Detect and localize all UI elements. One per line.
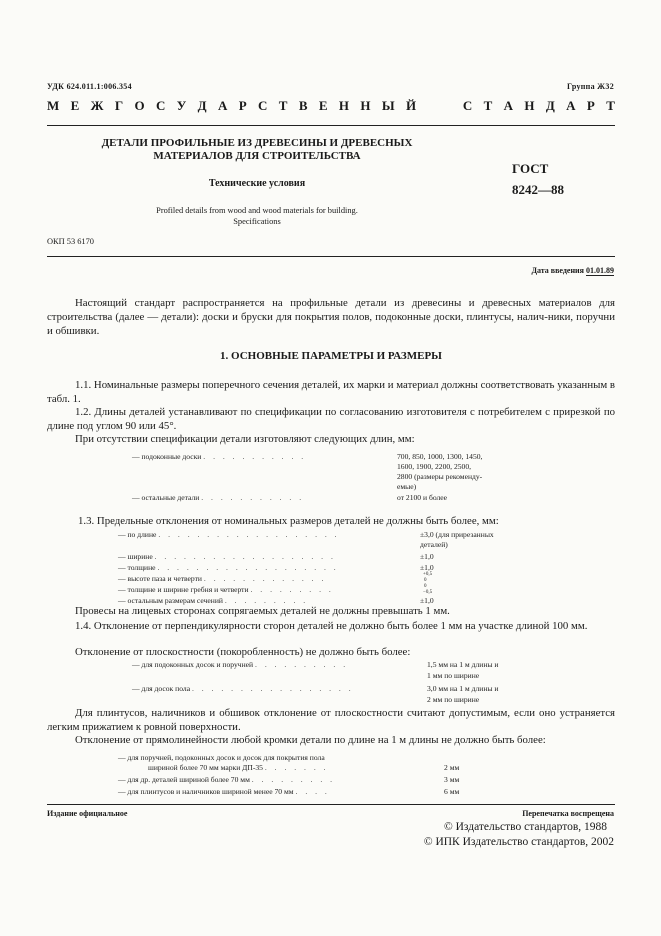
list-item: — остальные детали . . . . . . . . . . . [132,493,305,502]
title-rule [47,256,615,257]
list-item: — высоте паза и четверти . . . . . . . . . . . . . [118,574,327,583]
list-item: шириной более 70 мм марки ДП-35 . . . . . . . [148,763,329,772]
section-heading: 1. ОСНОВНЫЕ ПАРАМЕТРЫ И РАЗМЕРЫ [220,350,442,362]
lengths-list [132,452,552,507]
list-item: — для др. деталей шириной более 70 мм . . . . . . . . . [118,775,336,784]
list-value: 1 мм по ширине [427,671,480,680]
list-value: 2800 (размеры рекоменду- [397,472,483,481]
paragraph-1-1: 1.1. Номинальные размеры поперечного сечения деталей, их марки и материал должны соответствовать указанным в табл. 1. [47,379,615,405]
list-value: емые) [397,482,417,491]
list-value: деталей) [420,540,448,549]
doc-title: ДЕТАЛИ ПРОФИЛЬНЫЕ ИЗ ДРЕВЕСИНЫ И ДРЕВЕСНЫХ МАТЕРИАЛОВ ДЛЯ СТРОИТЕЛЬСТВА [101,137,413,162]
list-item: — подоконные доски . . . . . . . . . . . [132,452,307,461]
paragraph-plinth: Для плинтусов, наличников и обшивок отклонение от плоскостности считают допустимым, если оно устраняется легким прижатием к ровной поверхности. [47,707,615,733]
list-item: — для досок пола . . . . . . . . . . . . . . . . . [132,684,354,693]
doc-subtitle: Технические условия [208,178,306,189]
copyright-2002: © ИПК Издательство стандартов, 2002 [423,836,614,848]
list-value: 700, 850, 1000, 1300, 1450, [397,452,483,461]
reprint-prohibited: Перепечатка воспрещена [522,809,614,818]
straightness-list [118,753,468,799]
list-item: — по длине . . . . . . . . . . . . . . . . . . . [118,530,340,539]
list-value: ±3,0 (для прирезанных [420,530,494,539]
english-title: Profiled details from wood and wood materials for building. Specifications [156,206,358,226]
list-item: — толщине . . . . . . . . . . . . . . . . . . . [118,563,339,572]
list-value: 3 мм [444,775,460,784]
tolerance-upper: +0,5 [423,572,433,577]
flatness-list [132,660,562,706]
udk-code: УДК 624.011.1:006.354 [47,82,132,91]
footer-rule [47,804,615,805]
intro-paragraph: Настоящий стандарт распространяется на профильные детали из древесины и древесных материалов для строительства (далее — детали): доски и бруски для покрытия полов, подоконные доски, плинтусы, налич-ники, поручни и обшивки. [47,297,615,337]
tolerance-lower: −0,5 [423,590,433,595]
list-value: 2 мм [444,763,460,772]
list-item: — толщине и ширине гребня и четверти . . . . . . . . . [118,585,334,594]
copyright-1988: © Издательство стандартов, 1988 [444,821,608,833]
header-rule [47,125,615,126]
list-value: 3,0 мм на 1 м длины и [427,684,499,693]
paragraph-1-2: 1.2. Длины деталей устанавливают по спецификации по согласованию изготовителя с потребителем с прирезкой по длине под углом 90 или 45°. [47,406,615,432]
paragraph-1-4b: Отклонение от плоскостности (покоробленность) не должно быть более: [75,646,411,658]
paragraph-1-3: 1.3. Предельные отклонения от номинальных размеров деталей не должны быть более, мм: [78,515,499,527]
list-value: ±1,0 [420,563,434,572]
list-item: — для плинтусов и наличников шириной менее 70 мм . . . . [118,787,330,796]
list-item: — для подоконных досок и поручней . . . . . . . . . . [132,660,349,669]
paragraph-1-4: 1.4. Отклонение от перпендикулярности сторон деталей не должно быть более 1 мм на участке длиной 100 мм. [75,620,588,632]
gost-id: ГОСТ 8242—88 [512,161,564,197]
tolerances-list [118,530,538,608]
list-value: 6 мм [444,787,460,796]
list-item: — остальным размерам сечений . . . . . . . . . [118,596,309,605]
group-code: Группа Ж32 [566,82,614,91]
paragraph-1-2b: При отсутствии спецификации детали изготовляют следующих длин, мм: [75,433,415,445]
list-item: — ширине . . . . . . . . . . . . . . . . . . . [118,552,336,561]
list-value: 1600, 1900, 2200, 2500, [397,462,472,471]
paragraph-proves: Провесы на лицевых сторонах сопрягаемых деталей не должны превышать 1 мм. [75,605,450,617]
tolerance-lower: 0 [424,578,427,583]
paragraph-straightness: Отклонение от прямолинейности любой кромки детали по длине на 1 м длины не должно быть более: [75,734,546,746]
list-value: ±1,0 [420,552,434,561]
list-value: ±1,0 [420,596,434,605]
official-edition: Издание официальное [47,809,128,818]
intro-date: Дата введения 01.01.89 [531,266,614,275]
list-value: 2 мм по ширине [427,695,480,704]
list-value: от 2100 и более [397,493,448,502]
list-item: — для поручней, подоконных досок и досок для покрытия пола [118,753,325,762]
tolerance-upper: 0 [424,584,427,589]
standard-banner: М Е Ж Г О С У Д А Р С Т В Е Н Н Ы Й С Т А Н Д А Р Т [47,98,615,113]
list-value: 1,5 мм на 1 м длины и [427,660,499,669]
okp-code: ОКП 53 6170 [47,237,94,246]
